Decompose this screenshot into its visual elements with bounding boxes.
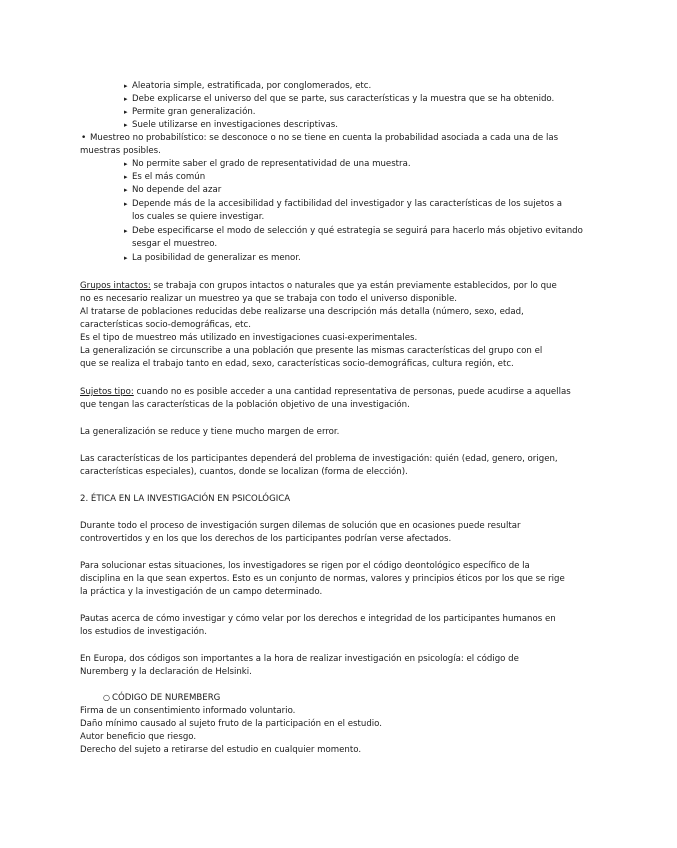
sub-bullet-item: No permite saber el grado de representatividad de una muestra. (132, 159, 411, 169)
solucionar-line: Para solucionar estas situaciones, los investigadores se rigen por el código deontológico específico de la (80, 561, 530, 571)
nuremberg-item: Firma de un consentimiento informado voluntario. (80, 706, 296, 716)
dilemas-line: Durante todo el proceso de investigación surgen dilemas de solución que en ocasiones puede resultar (80, 521, 521, 531)
bullet-marker: ▸ (124, 186, 128, 194)
bullet-marker: ▸ (124, 173, 128, 181)
sub-bullet-item: Debe especificarse el modo de selección y qué estrategia se seguirá para hacerlo más objetivo evitando (132, 226, 583, 236)
grupos-intactos-line: La generalización se circunscribe a una población que presente las mismas características del grupo con el (80, 346, 543, 356)
solucionar-line: la práctica y la investigación de un campo determinado. (80, 587, 323, 597)
grupos-intactos-text: se trabaja con grupos intactos o naturales que ya están previamente establecidos, por lo que (150, 281, 557, 291)
sub-bullet-item: Debe explicarse el universo del que se parte, sus características y la muestra que se ha obtenido. (132, 94, 555, 104)
sub-bullet-item: Aleatoria simple, estratificada, por conglomerados, etc. (132, 81, 372, 91)
bullet-marker: ▸ (124, 108, 128, 116)
nuremberg-item: Autor beneficio que riesgo. (80, 732, 197, 742)
grupos-intactos-line: Al tratarse de poblaciones reducidas debe realizarse una descripción más detalla (número, sexo, edad, (80, 307, 524, 317)
dilemas-line: controvertidos y en los que los derechos de los participantes podrían verse afectados. (80, 534, 452, 544)
bullet-marker: ▸ (124, 121, 128, 129)
grupos-intactos-line: características socio-demográficas, etc. (80, 320, 251, 330)
circle-bullet-icon: ○ (103, 693, 110, 702)
sujetos-tipo-line (80, 386, 571, 398)
bullet-marker: • (81, 133, 87, 143)
nuremberg-heading: CÓDIGO DE NUREMBERG (112, 693, 221, 703)
europa-line: En Europa, dos códigos son importantes a la hora de realizar investigación en psicología: el código de (80, 654, 519, 664)
nuremberg-item: Daño mínimo causado al sujeto fruto de la participación en el estudio. (80, 719, 382, 729)
sub-bullet-item: Depende más de la accesibilidad y factibilidad del investigador y las características de los sujetos a (132, 199, 563, 209)
sujetos-tipo-text: cuando no es posible acceder a una cantidad representativa de personas, puede acudirse a aquellas (133, 387, 571, 397)
section-title: 2. ÉTICA EN LA INVESTIGACIÓN EN PSICOLÓGICA (80, 494, 291, 504)
sujetos-tipo-line: que tengan las características de la población objetivo de una investigación. (80, 400, 410, 410)
muestreo-no-prob-line: Muestreo no probabilístico: se desconoce o no se tiene en cuenta la probabilidad asociada a cada una de las (90, 133, 559, 143)
caracteristicas-line: Las características de los participantes dependerá del problema de investigación: quién (edad, genero, origen, (80, 454, 558, 464)
bullet-marker: ▸ (124, 200, 128, 208)
bullet-marker: ▸ (124, 95, 128, 103)
sub-bullet-item: Es el más común (132, 172, 206, 182)
bullet-marker: ▸ (124, 227, 128, 235)
caracteristicas-line: características especiales), cuantos, donde se localizan (forma de elección). (80, 467, 408, 477)
grupos-intactos-line: que se realiza el trabajo tanto en edad, sexo, características socio-demográficas, cultura región, etc. (80, 359, 514, 369)
sujetos-tipo-term: Sujetos tipo: (80, 387, 134, 397)
europa-line: Nuremberg y la declaración de Helsinki. (80, 667, 252, 677)
bullet-marker: ▸ (124, 82, 128, 90)
muestreo-no-prob-line: muestras posibles. (80, 146, 161, 156)
bullet-marker: ▸ (124, 160, 128, 168)
sub-bullet-item-cont: sesgar el muestreo. (132, 239, 218, 249)
sub-bullet-item: Suele utilizarse en investigaciones descriptivas. (132, 120, 338, 130)
grupos-intactos-line: no es necesario realizar un muestreo ya que se trabaja con todo el universo disponible. (80, 294, 458, 304)
grupos-intactos-term: Grupos intactos: (80, 281, 151, 291)
sub-bullet-item-cont: los cuales se quiere investigar. (132, 212, 265, 222)
grupos-intactos-line: Es el tipo de muestreo más utilizado en investigaciones cuasi-experimentales. (80, 333, 418, 343)
bullet-marker: ▸ (124, 254, 128, 262)
pautas-line: Pautas acerca de cómo investigar y cómo velar por los derechos e integridad de los participantes humanos en (80, 614, 556, 624)
nuremberg-item: Derecho del sujeto a retirarse del estudio en cualquier momento. (80, 745, 362, 755)
sub-bullet-item: No depende del azar (132, 185, 222, 195)
pautas-line: los estudios de investigación. (80, 627, 207, 637)
sub-bullet-item: La posibilidad de generalizar es menor. (132, 253, 301, 263)
sub-bullet-item: Permite gran generalización. (132, 107, 256, 117)
grupos-intactos-line (80, 280, 557, 292)
generalizacion-paragraph: La generalización se reduce y tiene mucho margen de error. (80, 427, 340, 437)
solucionar-line: disciplina en la que sean expertos. Esto es un conjunto de normas, valores y principios éticos por los que se rige (80, 574, 565, 584)
